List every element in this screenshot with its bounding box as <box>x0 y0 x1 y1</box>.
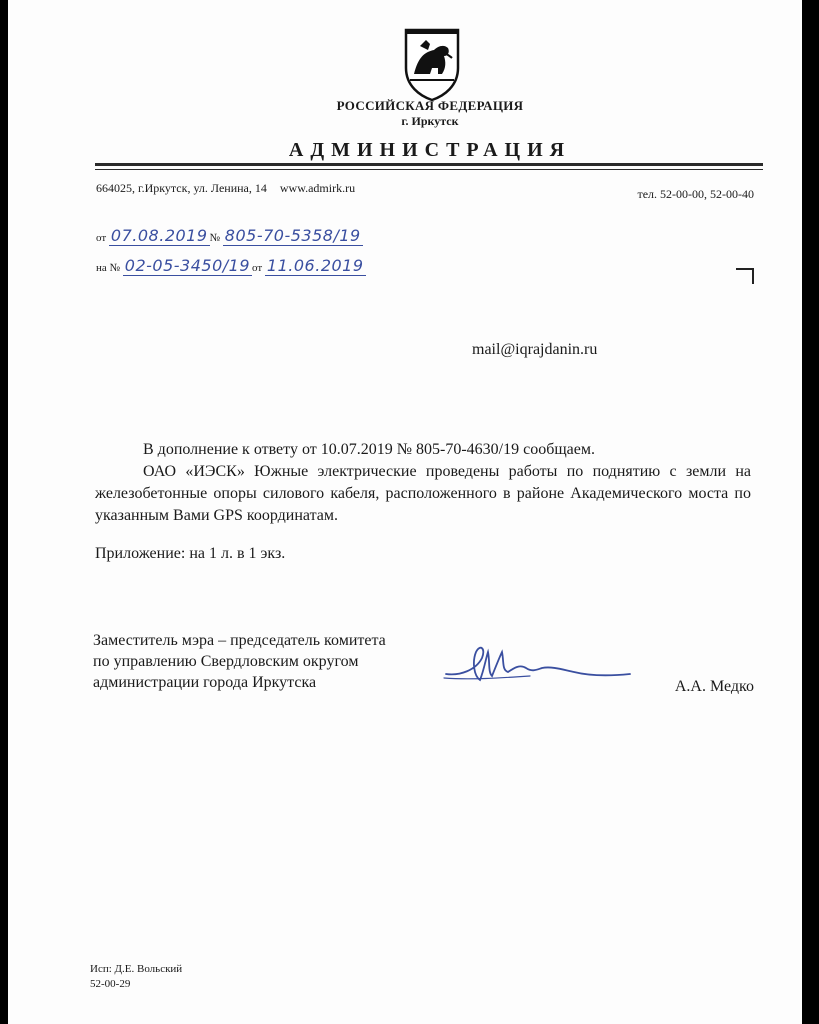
body-paragraph-2: ОАО «ИЭСК» Южные электрические проведены работы по поднятию с земли на железобетонные опоры силового кабеля, расположенного в районе Академического моста по указанным Вами GPS координатам. <box>95 463 751 524</box>
executor-info <box>90 962 182 992</box>
phone-numbers: тел. 52-00-00, 52-00-40 <box>637 187 754 201</box>
attachment-note: Приложение: на 1 л. в 1 экз. <box>95 545 286 562</box>
letter-body <box>95 439 751 527</box>
body-paragraph-1: В дополнение к ответу от 10.07.2019 № 805-70-4630/19 сообщаем. <box>143 441 595 458</box>
executor-phone: 52-00-29 <box>90 978 131 990</box>
signatory-name: А.А. Медко <box>674 678 754 695</box>
incoming-reference <box>96 256 366 276</box>
address-corner-mark <box>736 268 754 284</box>
incoming-number: 02-05-3450/19 <box>124 256 250 275</box>
organization-title: АДМИНИСТРАЦИЯ <box>288 139 572 161</box>
handwritten-signature <box>440 640 635 688</box>
postal-address-line <box>96 181 355 196</box>
website-link[interactable]: www.admirk.ru <box>279 181 356 195</box>
to-prefix: на № <box>96 262 121 274</box>
postal-address: 664025, г.Иркутск, ул. Ленина, 14 <box>96 181 267 195</box>
incoming-date: 11.06.2019 <box>266 256 364 275</box>
header-divider-thin <box>95 169 763 170</box>
city-coat-of-arms-icon <box>400 22 464 102</box>
from-prefix: от <box>96 232 107 244</box>
signatory-title-line-3: администрации города Иркутска <box>93 674 317 691</box>
signatory-title-line-2: по управлению Свердловским округом <box>93 653 359 670</box>
number-sign: № <box>209 232 221 244</box>
outgoing-number: 805-70-5358/19 <box>224 226 361 245</box>
signatory-title <box>93 630 386 693</box>
header-divider-thick <box>95 163 763 166</box>
outgoing-reference <box>96 226 363 246</box>
page-edge <box>802 0 819 1024</box>
recipient-email[interactable]: mail@iqrajdanin.ru <box>472 341 598 358</box>
incoming-date-prefix: от <box>252 262 263 274</box>
city-name: г. Иркутск <box>401 114 459 128</box>
country-name: РОССИЙСКАЯ ФЕДЕРАЦИЯ <box>336 98 524 113</box>
signatory-title-line-1: Заместитель мэра – председатель комитета <box>93 632 386 649</box>
outgoing-date: 07.08.2019 <box>110 226 208 245</box>
executor-name: Исп: Д.Е. Вольский <box>90 963 183 975</box>
